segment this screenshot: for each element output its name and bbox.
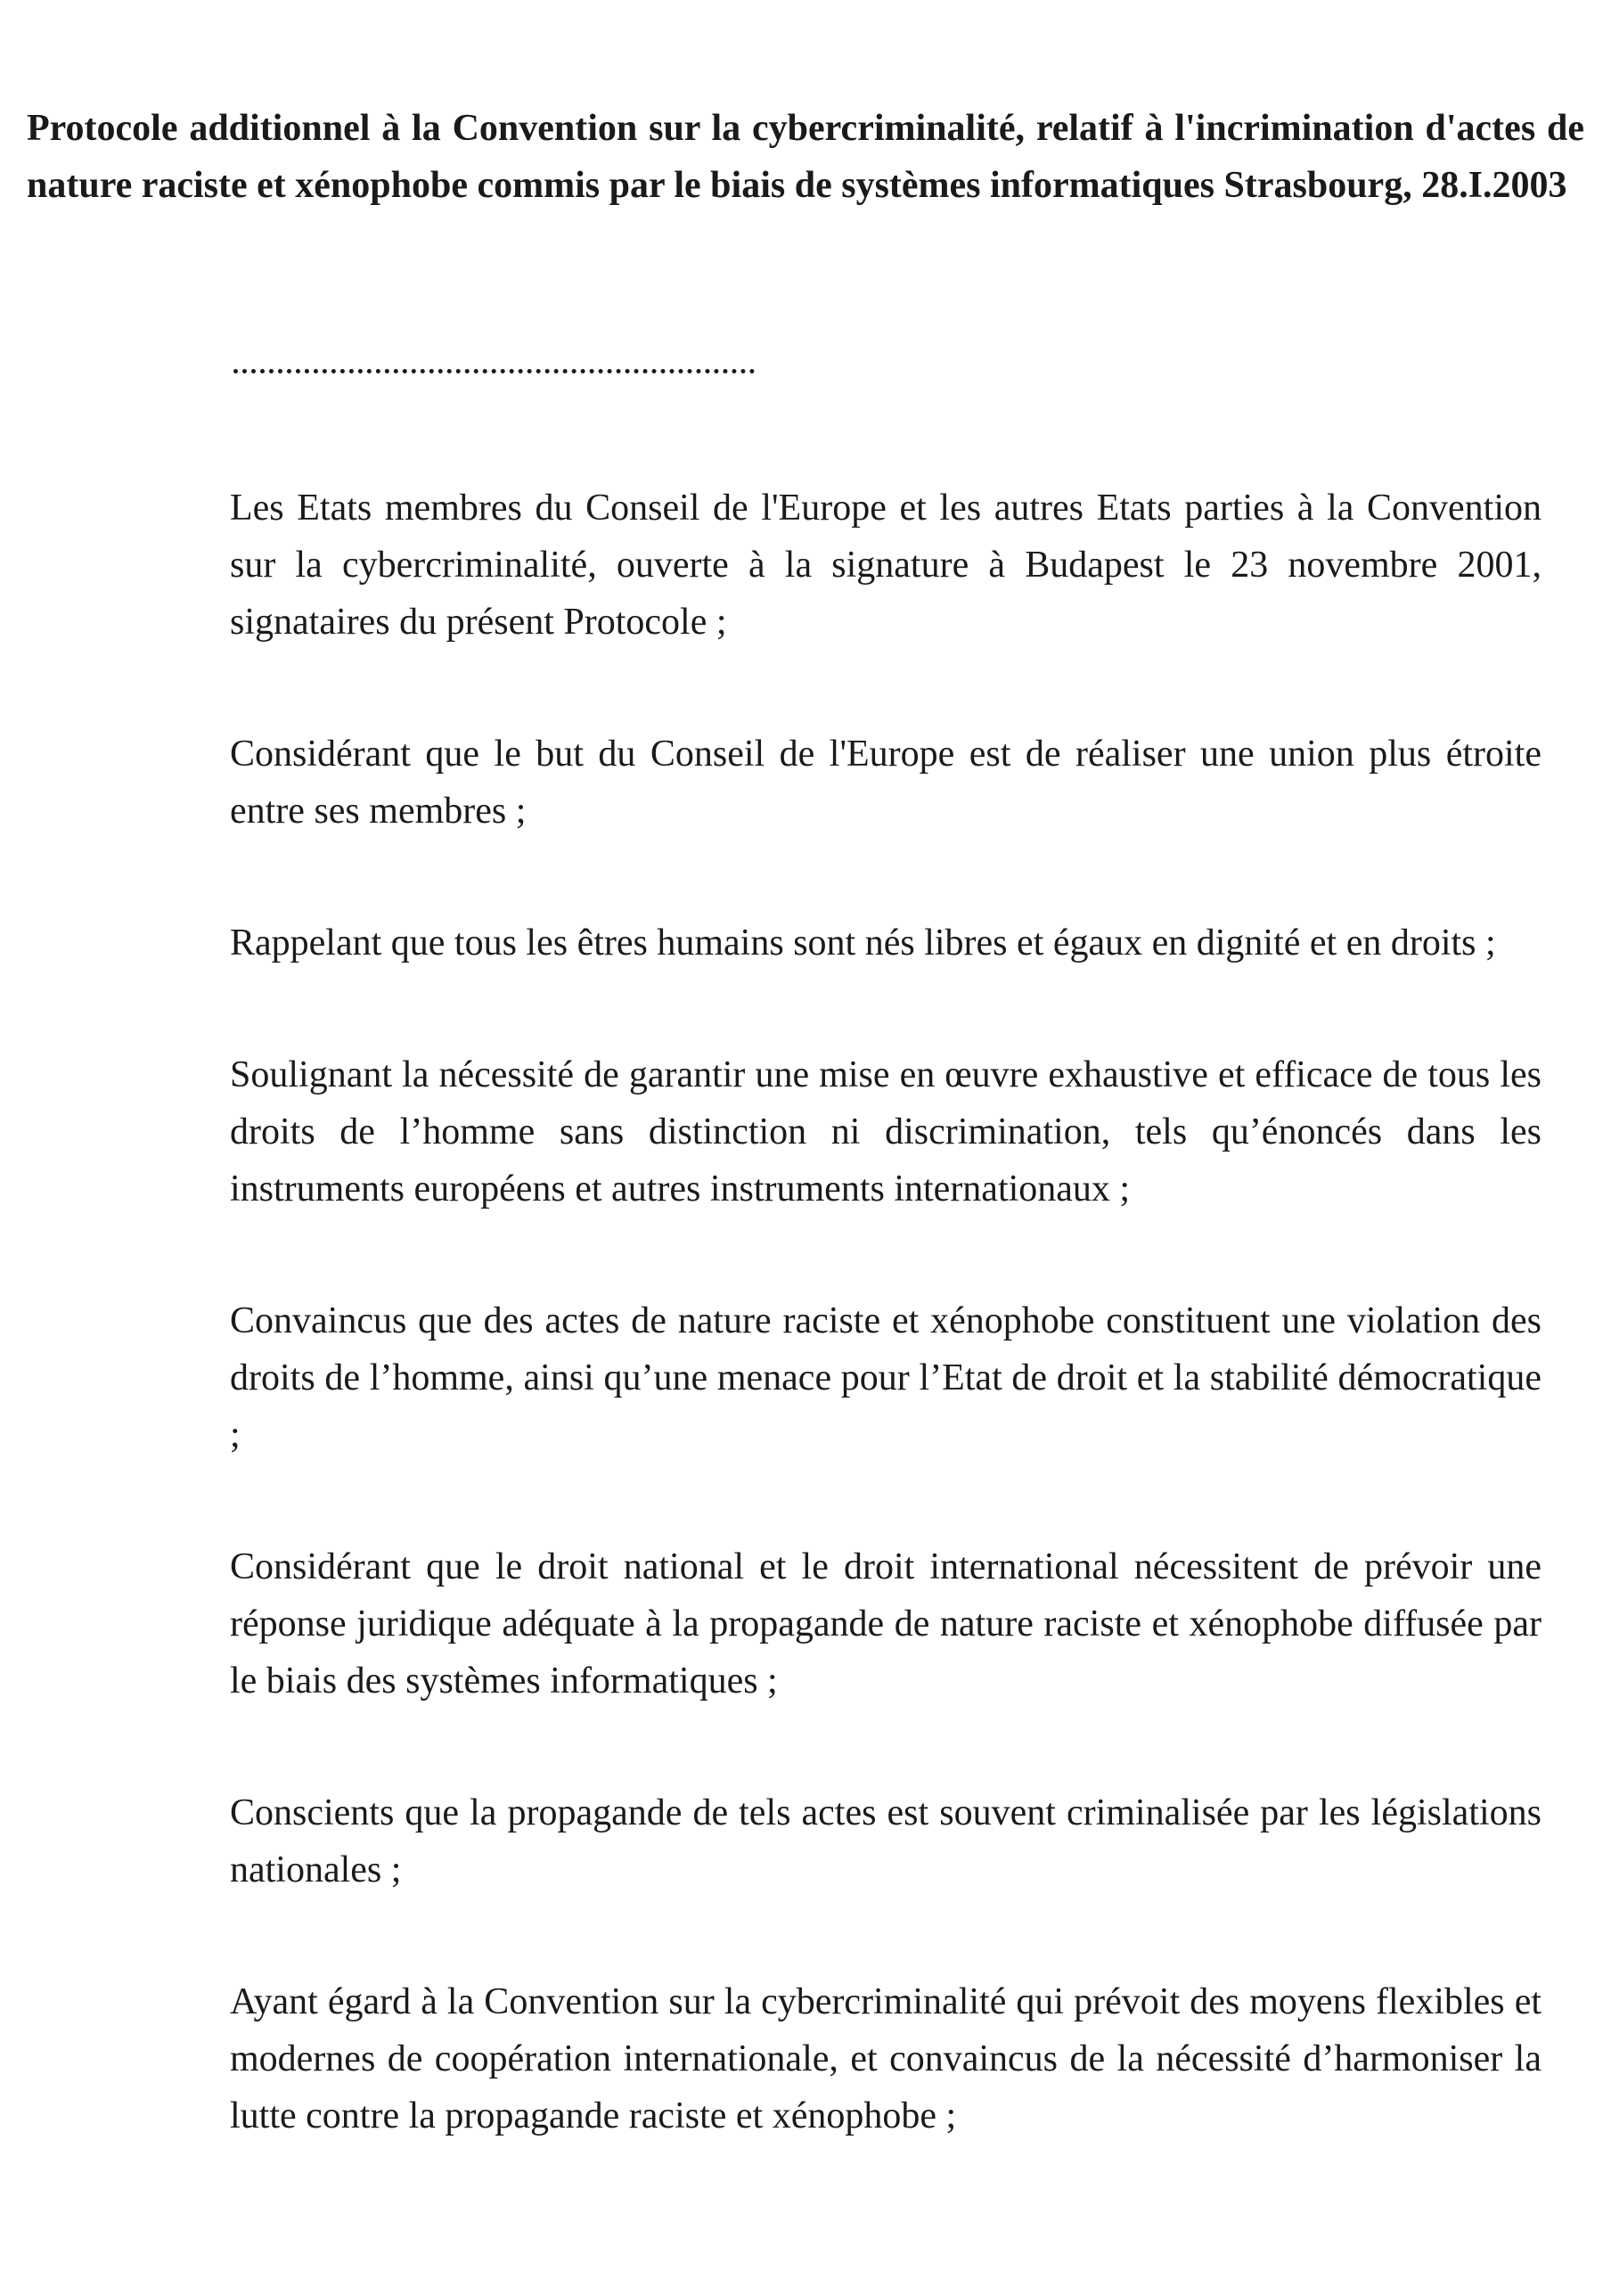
preamble-paragraph: Les Etats membres du Conseil de l'Europe et les autres Etats parties à la Convention sur la cybercriminalité, ouverte à la signature à Budapest le 23 novembre 2001, signataires du présent Protocole ; [230, 488, 1541, 643]
preamble-paragraph: Soulignant la nécessité de garantir une mise en œuvre exhaustive et efficace de tous les droits de l’homme sans distinction ni discrimination, tels qu’énoncés dans les instruments européens et autres instruments internationaux ; [230, 1054, 1541, 1210]
document-title: Protocole additionnel à la Convention sur la cybercriminalité, relatif à l'incrimination d'actes de nature raciste et xénophobe commis par le biais de systèmes informatiques Strasbourg, 28.I.2003 [27, 108, 1584, 206]
preamble-body [230, 480, 1541, 2219]
preamble-paragraph: Convaincus que des actes de nature raciste et xénophobe constituent une violation des droits de l’homme, ainsi qu’une menace pour l’Etat de droit et la stabilité démocratique ; [230, 1300, 1541, 1456]
preamble-paragraph: Rappelant que tous les êtres humains sont nés libres et égaux en dignité et en droits ; [230, 922, 1496, 964]
preamble-paragraph: Considérant que le droit national et le droit international nécessitent de prévoir une réponse juridique adéquate à la propagande de nature raciste et xénophobe diffusée par le biais des systèmes informatiques ; [230, 1546, 1541, 1702]
preamble-paragraph: Conscients que la propagande de tels actes est souvent criminalisée par les législations nationales ; [230, 1792, 1541, 1890]
dotted-separator [233, 369, 755, 373]
preamble-paragraph: Considérant que le but du Conseil de l'Europe est de réaliser une union plus étroite entre ses membres ; [230, 734, 1541, 832]
preamble-paragraph: Ayant égard à la Convention sur la cybercriminalité qui prévoit des moyens flexibles et modernes de coopération internationale, et convaincus de la nécessité d’harmoniser la lutte contre la propagande raciste et xénophobe ; [230, 1981, 1541, 2136]
